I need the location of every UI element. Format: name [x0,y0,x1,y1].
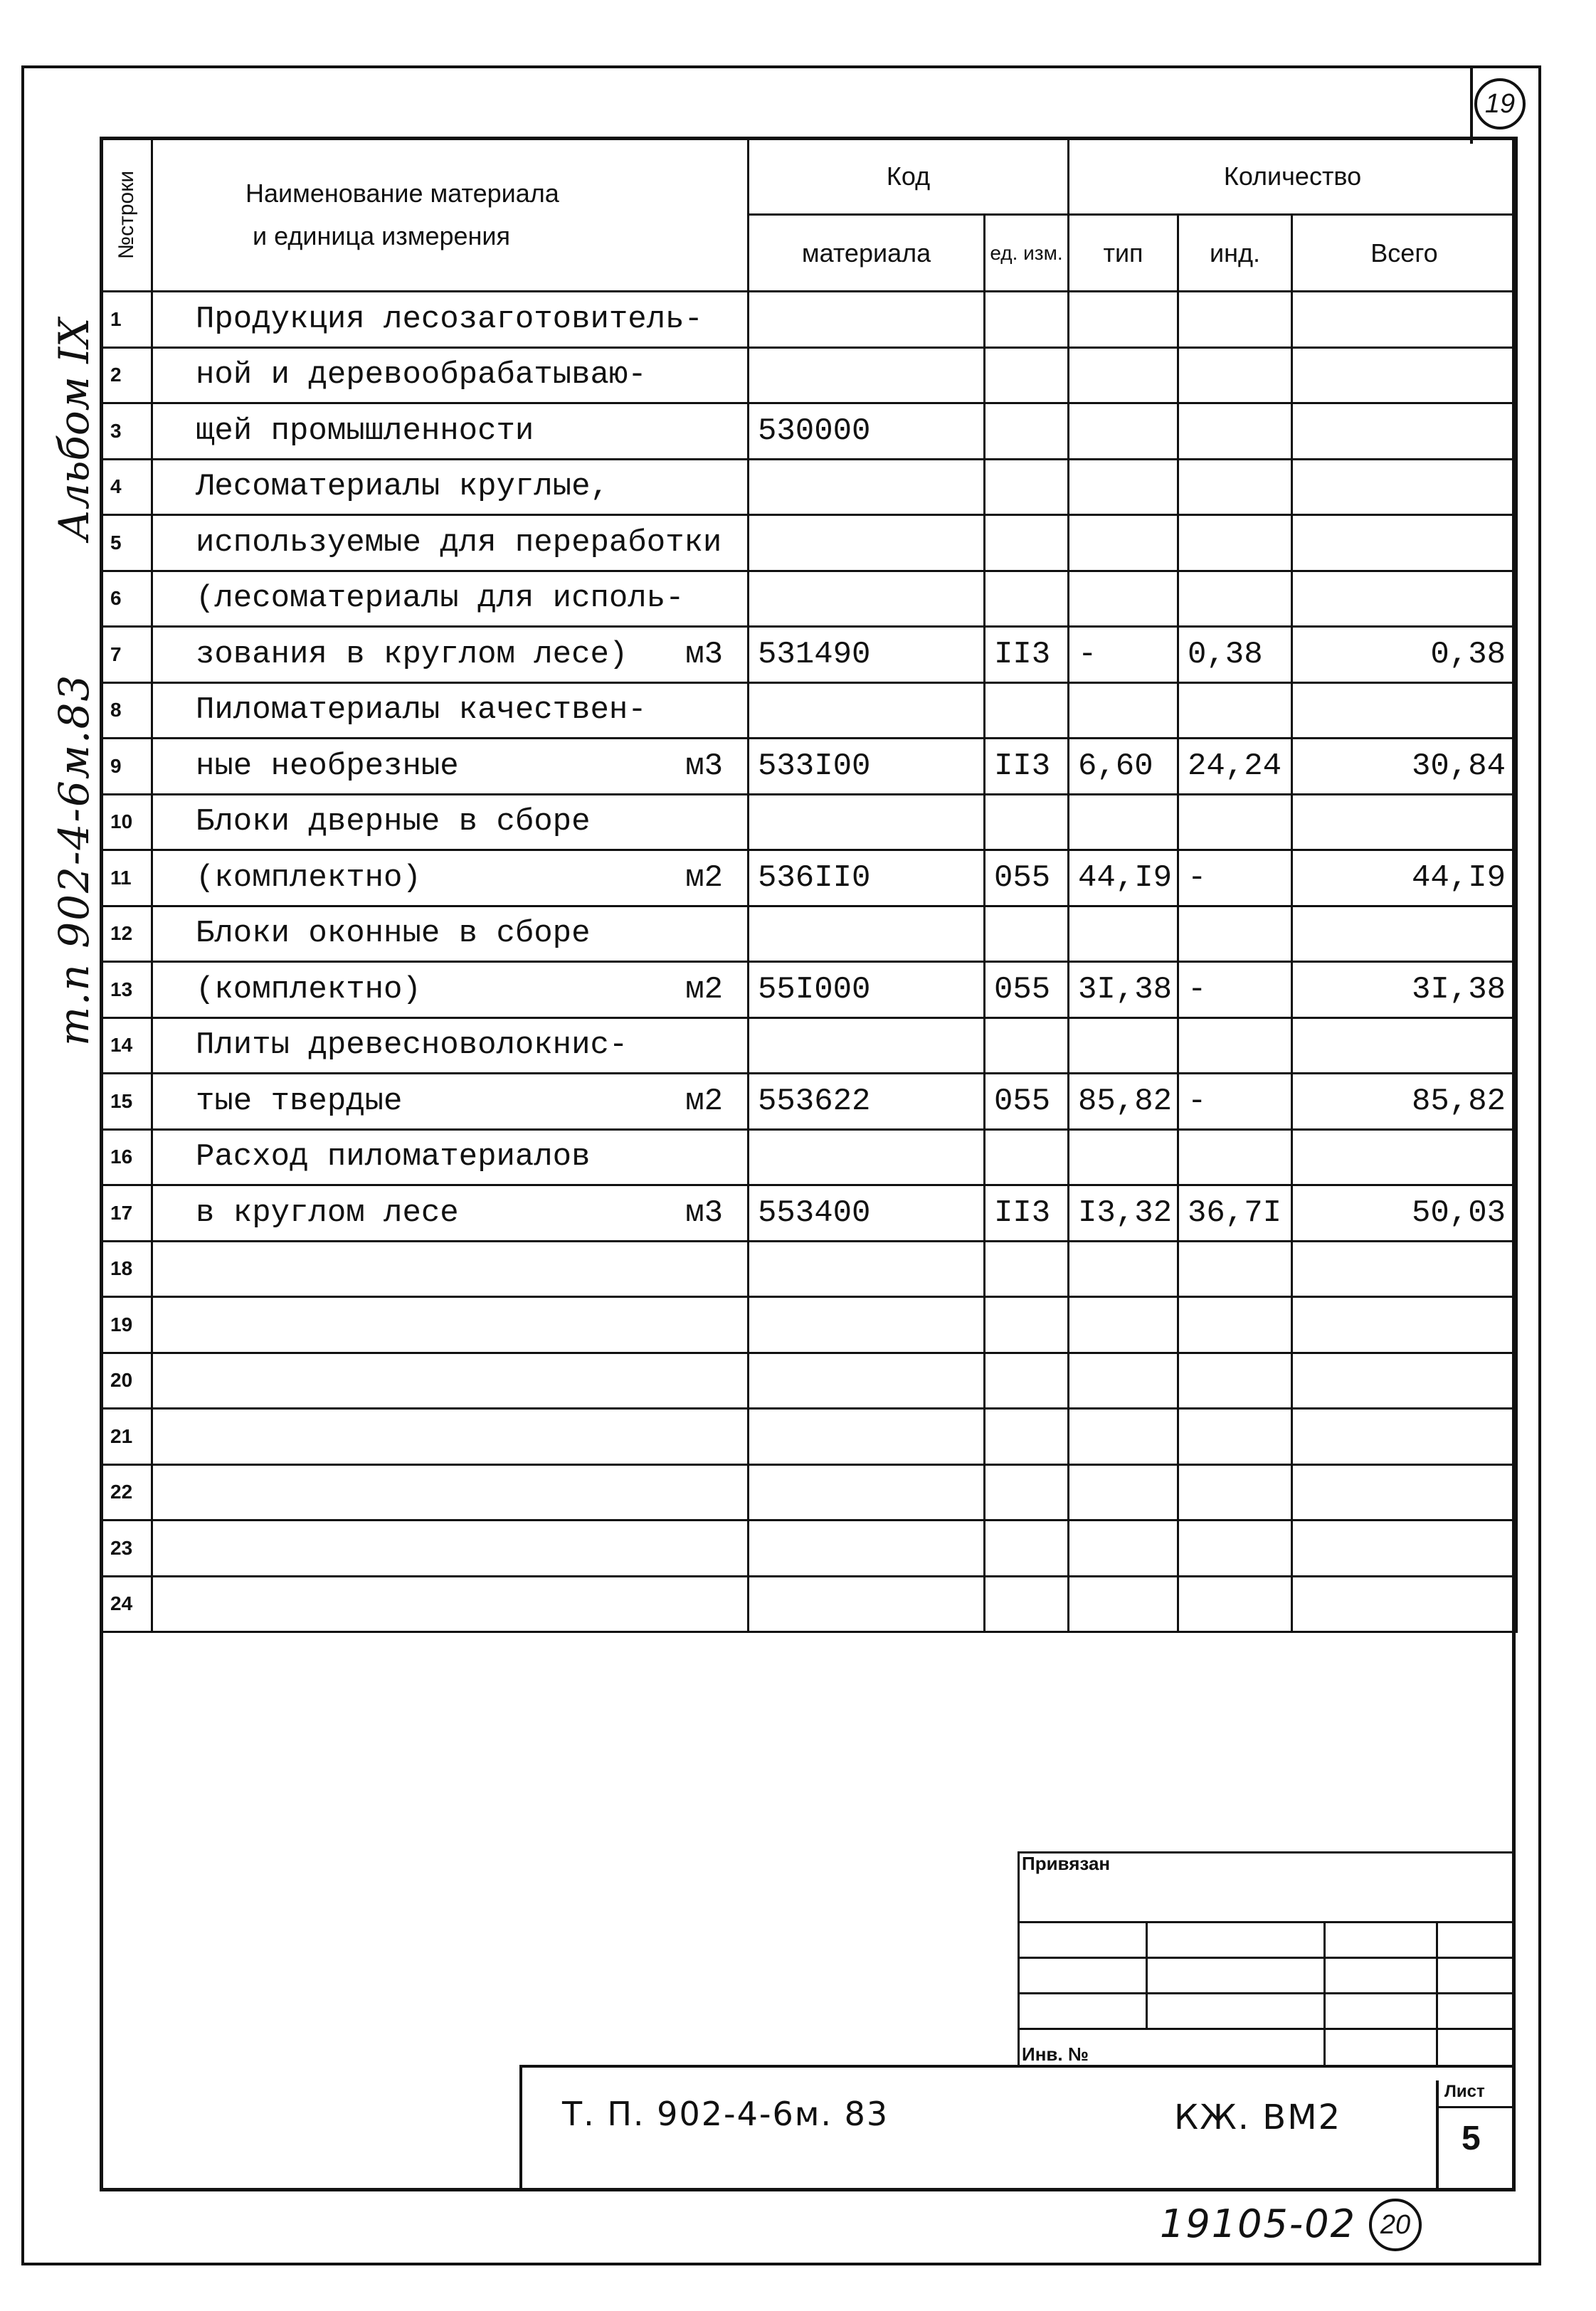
material-name-text: тые твердые [196,1083,403,1119]
qty-individual [1178,1576,1292,1632]
table-row [101,962,1517,1018]
sheet-label: Лист [1444,2082,1485,2101]
qty-total [1292,906,1517,962]
qty-individual [1178,1241,1292,1297]
qty-individual: 24,24 [1178,739,1292,795]
unit-code [985,1409,1069,1465]
material-code [749,1297,985,1353]
qty-typical: 6,60 [1069,739,1178,795]
material-code [749,1129,985,1185]
row-number: 23 [101,1521,152,1577]
unit-code [985,1353,1069,1409]
sheet-number: 5 [1462,2120,1481,2157]
material-code: 553622 [749,1074,985,1130]
unit-code: II3 [985,1185,1069,1242]
unit-of-measure: м3 [685,748,723,784]
qty-total [1292,682,1517,739]
row-number: 24 [101,1576,152,1632]
qty-individual: - [1178,962,1292,1018]
table-row [101,515,1517,571]
unit-of-measure: м3 [685,636,723,672]
qty-individual [1178,794,1292,850]
header-name-line1: Наименование материала [245,178,559,208]
unit-code [985,1017,1069,1074]
material-code: 536II0 [749,850,985,906]
material-name-text: (лесоматериалы для исполь- [196,581,685,617]
header-total: Всего [1292,215,1517,292]
table-row [101,627,1517,683]
row-number: 8 [101,682,152,739]
table-row [101,1521,1517,1577]
row-number: 7 [101,627,152,683]
material-code [749,1409,985,1465]
side-label-project: т.п 902-4-6м.83 [50,673,98,1046]
table-row [101,906,1517,962]
material-name-text: (комплектно) [196,971,421,1008]
material-code [749,1353,985,1409]
row-number: 6 [101,571,152,627]
qty-individual: 36,7I [1178,1185,1292,1242]
material-name-text: Блоки дверные в сборе [196,804,591,840]
qty-total [1292,1464,1517,1521]
row-number: 9 [101,739,152,795]
corner-divider [1470,65,1473,144]
unit-code: II3 [985,627,1069,683]
unit-of-measure: м2 [685,860,723,896]
qty-individual [1178,682,1292,739]
material-code [749,1464,985,1521]
unit-of-measure: м2 [685,1083,723,1119]
table-row [101,1185,1517,1242]
qty-typical [1069,794,1178,850]
material-name [152,459,749,515]
qty-individual [1178,1409,1292,1465]
qty-typical [1069,1521,1178,1577]
qty-typical [1069,1409,1178,1465]
qty-individual [1178,1017,1292,1074]
stamp-grid-line [1018,1921,1516,1923]
material-name [152,1521,749,1577]
unit-code [985,571,1069,627]
qty-total [1292,794,1517,850]
side-label-album: Альбом IX [50,317,98,541]
table-row [101,292,1517,348]
table-row [101,1353,1517,1409]
header-unit: ед. изм. [985,215,1069,292]
material-name [152,627,749,683]
unit-code [985,1464,1069,1521]
qty-typical [1069,515,1178,571]
unit-code: II3 [985,739,1069,795]
table-row [101,403,1517,460]
qty-typical: 44,I9 [1069,850,1178,906]
table-row [101,682,1517,739]
table-row [101,1464,1517,1521]
table-row [101,1241,1517,1297]
qty-total [1292,347,1517,403]
unit-code [985,1129,1069,1185]
qty-total: 0,38 [1292,627,1517,683]
material-name [152,739,749,795]
qty-individual [1178,571,1292,627]
material-name-text: щей промышленности [196,413,534,449]
material-name [152,850,749,906]
material-code [749,515,985,571]
table-row [101,794,1517,850]
table-row [101,1017,1517,1074]
unit-code [985,347,1069,403]
unit-code [985,682,1069,739]
row-number: 15 [101,1074,152,1130]
qty-total: 3I,38 [1292,962,1517,1018]
header-typical: тип [1069,215,1178,292]
material-name [152,1241,749,1297]
qty-total [1292,292,1517,348]
qty-individual [1178,1353,1292,1409]
qty-typical [1069,682,1178,739]
material-name [152,682,749,739]
material-code [749,292,985,348]
qty-typical [1069,906,1178,962]
qty-individual: - [1178,1074,1292,1130]
unit-code [985,1576,1069,1632]
qty-total [1292,1297,1517,1353]
material-name [152,1409,749,1465]
stamp-grid-line [1018,1957,1516,1959]
qty-total [1292,1576,1517,1632]
material-code: 533I00 [749,739,985,795]
material-name [152,347,749,403]
qty-individual [1178,515,1292,571]
row-number: 20 [101,1353,152,1409]
row-number: 16 [101,1129,152,1185]
material-name-text: используемые для переработки [196,524,722,561]
row-number: 3 [101,403,152,460]
row-number: 22 [101,1464,152,1521]
row-number: 13 [101,962,152,1018]
qty-total [1292,459,1517,515]
row-number: 19 [101,1297,152,1353]
qty-typical [1069,1129,1178,1185]
row-number: 17 [101,1185,152,1242]
material-name [152,571,749,627]
row-number: 4 [101,459,152,515]
unit-of-measure: м3 [685,1195,723,1231]
unit-code [985,794,1069,850]
stamp-grid-line [1436,1921,1438,2065]
qty-individual [1178,459,1292,515]
material-name-text: Расход пиломатериалов [196,1139,591,1175]
row-number: 1 [101,292,152,348]
material-code [749,1017,985,1074]
material-name [152,1297,749,1353]
table-row [101,1074,1517,1130]
header-material-code: материала [749,215,985,292]
qty-individual [1178,1297,1292,1353]
material-name-text: Пиломатериалы качествен- [196,692,647,729]
material-name [152,1185,749,1242]
qty-typical: 85,82 [1069,1074,1178,1130]
qty-total [1292,1129,1517,1185]
qty-total: 30,84 [1292,739,1517,795]
material-name-text: зования в круглом лесе) [196,636,628,672]
unit-code [985,403,1069,460]
stamp-grid-line [1018,1851,1020,2065]
qty-total: 50,03 [1292,1185,1517,1242]
unit-code [985,1297,1069,1353]
material-code [749,794,985,850]
row-number: 12 [101,906,152,962]
qty-total: 85,82 [1292,1074,1517,1130]
material-name [152,515,749,571]
material-name [152,292,749,348]
material-name [152,794,749,850]
header-individual: инд. [1178,215,1292,292]
qty-total [1292,1017,1517,1074]
document-mark: КЖ. ВМ2 [1174,2098,1342,2137]
qty-individual [1178,1129,1292,1185]
qty-typical [1069,1241,1178,1297]
material-name-text: ной и деревообрабатываю- [196,357,647,393]
material-code [749,459,985,515]
qty-typical [1069,459,1178,515]
unit-code [985,459,1069,515]
qty-total [1292,515,1517,571]
archive-number: 19105-02 [1160,2201,1356,2246]
unit-code [985,906,1069,962]
material-name [152,403,749,460]
qty-typical [1069,1464,1178,1521]
material-code [749,1241,985,1297]
unit-code [985,515,1069,571]
material-code: 531490 [749,627,985,683]
inventory-number-label: Инв. № [1022,2043,1089,2065]
qty-total [1292,1353,1517,1409]
document-code: Т. П. 902-4-6м. 83 [562,2095,889,2133]
qty-typical [1069,1017,1178,1074]
qty-total [1292,1521,1517,1577]
qty-individual [1178,347,1292,403]
qty-individual [1178,403,1292,460]
row-number: 11 [101,850,152,906]
row-number: 5 [101,515,152,571]
qty-individual [1178,1464,1292,1521]
qty-total: 44,I9 [1292,850,1517,906]
material-name [152,1074,749,1130]
qty-typical [1069,347,1178,403]
qty-typical: - [1069,627,1178,683]
header-quantity: Количество [1069,138,1517,215]
unit-code: 055 [985,962,1069,1018]
table-row [101,850,1517,906]
material-name [152,1464,749,1521]
page-number-bottom: 20 [1369,2199,1422,2251]
qty-typical [1069,1576,1178,1632]
material-code [749,682,985,739]
material-code [749,906,985,962]
material-name-text: Плиты древесноволокнис- [196,1027,628,1064]
material-code: 530000 [749,403,985,460]
table-row [101,739,1517,795]
material-name [152,906,749,962]
table-row [101,347,1517,403]
stamp-grid-line [1146,1921,1148,2029]
material-name-text: Блоки оконные в сборе [196,916,591,952]
stamp-grid-line [1323,1921,1326,2065]
qty-individual [1178,906,1292,962]
material-name [152,1017,749,1074]
stamp-grid-line [1018,1992,1516,1994]
row-number: 18 [101,1241,152,1297]
header-name-line2: и единица измерения [253,221,511,250]
qty-typical [1069,1353,1178,1409]
table-row [101,1129,1517,1185]
material-name-text: Продукция лесозаготовитель- [196,301,703,337]
qty-individual [1178,292,1292,348]
stamp-grid-line [1018,2028,1516,2030]
material-name-text: Лесоматериалы круглые, [196,469,609,505]
unit-code [985,1521,1069,1577]
materials-table [100,137,1518,1633]
row-number: 14 [101,1017,152,1074]
table-row [101,1409,1517,1465]
material-name [152,1353,749,1409]
table-row [101,571,1517,627]
material-name-text: ные необрезные [196,748,459,784]
unit-code: 055 [985,850,1069,906]
material-name [152,1576,749,1632]
qty-individual [1178,1521,1292,1577]
qty-individual: - [1178,850,1292,906]
qty-total [1292,403,1517,460]
qty-typical [1069,403,1178,460]
qty-total [1292,571,1517,627]
qty-total [1292,1409,1517,1465]
qty-typical: I3,32 [1069,1185,1178,1242]
unit-code [985,1241,1069,1297]
material-code: 55I000 [749,962,985,1018]
row-number: 21 [101,1409,152,1465]
header-code: Код [749,138,1069,215]
material-name-text: в круглом лесе [196,1195,459,1231]
material-code: 553400 [749,1185,985,1242]
row-number: 10 [101,794,152,850]
header-row-number: №строки [101,138,152,292]
material-code [749,1576,985,1632]
privyazan-label: Привязан [1022,1853,1111,1874]
qty-typical [1069,1297,1178,1353]
unit-of-measure: м2 [685,971,723,1008]
row-number: 2 [101,347,152,403]
qty-total [1292,1241,1517,1297]
qty-typical [1069,571,1178,627]
material-name-text: (комплектно) [196,860,421,896]
material-name [152,1129,749,1185]
unit-code: 055 [985,1074,1069,1130]
material-code [749,347,985,403]
qty-individual: 0,38 [1178,627,1292,683]
qty-typical [1069,292,1178,348]
qty-typical: 3I,38 [1069,962,1178,1018]
sheet-divider [1436,2106,1516,2108]
table-row [101,1297,1517,1353]
material-code [749,571,985,627]
table-row [101,1576,1517,1632]
unit-code [985,292,1069,348]
material-code [749,1521,985,1577]
header-name [152,138,749,292]
material-name [152,962,749,1018]
table-row [101,459,1517,515]
page-number-top: 19 [1474,78,1526,129]
